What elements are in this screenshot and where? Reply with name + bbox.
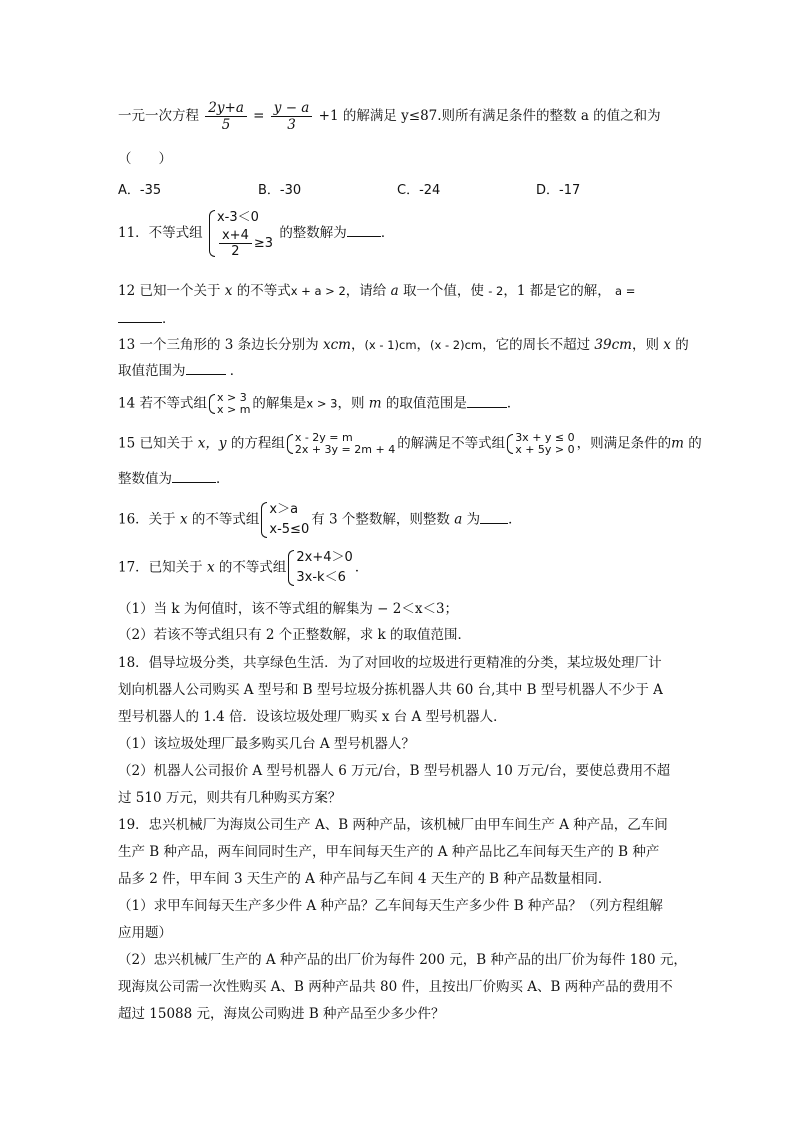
q17-part-1: （1）当 k 为何值时，该不等式组的解集为 − 2＜x＜3； (118, 601, 459, 617)
q17-var-x: x (206, 559, 215, 576)
q15-end2: ． (216, 471, 230, 487)
q12-answer-blank (118, 308, 162, 323)
question-12-line (118, 282, 635, 300)
q14-mid2: ，则 (337, 395, 365, 412)
q11-row-1: x-3＜0 (216, 210, 259, 225)
q19-line-3: 品多 2 件，甲车间 3 天生产的 A 种产品与乙车间 4 天生产的 B 种产品数量相同． (118, 871, 612, 887)
q18-part-2a: （2）机器人公司报价 A 型号机器人 6 万元/台，B 型号机器人 10 万元/台，要使总费用不超 (118, 763, 671, 779)
q13-end2: ． (229, 363, 244, 379)
q17-system (288, 548, 352, 588)
q15-prefix: 15 已知关于 (118, 435, 194, 452)
q16-var-x: x (179, 511, 188, 528)
q15-answer-blank (172, 482, 216, 483)
q10-fraction-2-denominator: 3 (287, 117, 296, 133)
q18-line-3: 型号机器人的 1.4 倍．设该垃圾处理厂购买 x 台 A 型号机器人． (118, 709, 507, 725)
q12-var-x: x (224, 283, 233, 299)
q13-var-x: x (663, 337, 671, 353)
q10-fraction-2-numerator: y − a (271, 100, 313, 117)
q17-row-1: 2x+4＞0 (296, 550, 353, 565)
q15-inequality-2: x + 5y > 0 (515, 443, 575, 456)
question-10-line (118, 100, 661, 133)
q16-row-2: x-5≤0 (269, 522, 310, 537)
q11-end: ． (380, 225, 395, 241)
q15-inequality-system (507, 432, 574, 456)
q13-mid2: ，则 (631, 337, 659, 353)
q14-mid3: 的取值范围是 (385, 395, 467, 412)
q16-system (261, 500, 309, 540)
question-11-line (118, 208, 394, 259)
q14-row-1: x > 3 (216, 391, 247, 404)
q15-line-2: 整数值为 (118, 471, 172, 487)
q11-fraction-numerator: x+4 (219, 228, 252, 244)
q16-mid: 的不等式组 (191, 511, 260, 528)
q13-side-1: xcm (322, 337, 351, 353)
q13-comma-2: ， (416, 337, 431, 353)
q14-row-2: x > m (216, 403, 251, 416)
q12-end: ． (162, 311, 176, 327)
q17-end: ． (354, 559, 369, 576)
q17-prefix: 17．已知关于 (118, 559, 203, 576)
q19-part-2b: 现海岚公司需一次性购买 A、B 两种产品共 80 件，且按出厂价购买 A、B 两种产品的费用不 (118, 979, 673, 995)
q18-part-2b: 过 510 万元，则共有几种购买方案？ (118, 790, 342, 806)
q19-part-2c: 超过 15088 元，海岚公司购进 B 种产品至少多少件？ (118, 1006, 445, 1022)
q19-part-1b: 应用题） (118, 925, 172, 941)
q15-mid: 的方程组 (230, 435, 285, 452)
q15-equation-1: x - 2y = m (294, 431, 353, 444)
q16-mid3: 为 (466, 511, 481, 528)
q15-mid3: ，则满足条件的 (576, 435, 672, 452)
q12-neg-two: - 2 (488, 284, 504, 298)
question-15-line (118, 432, 702, 456)
q16-row-1: x＞a (269, 502, 299, 517)
q11-prefix: 11．不等式组 (118, 225, 203, 241)
q10-fraction-1-numerator: 2y+a (205, 100, 247, 117)
q15-var-m: m (671, 435, 684, 452)
q16-var-a: a (454, 511, 463, 528)
q12-mid3: 取一个值，使 (402, 283, 484, 299)
q11-answer-blank (347, 236, 381, 237)
q10-fraction-1-denominator: 5 (221, 117, 231, 133)
q14-solution: x > 3 (306, 396, 338, 411)
q13-mid: ，它的周长不超过 (482, 337, 591, 353)
q12-prefix: 12 已知一个关于 (118, 283, 221, 299)
q18-part-1: （1）该垃圾处理厂最多购买几台 A 型号机器人？ (118, 736, 415, 752)
q17-mid: 的不等式组 (218, 559, 287, 576)
q19-part-1a: （1）求甲车间每天生产多少件 A 种产品？乙车间每天生产多少件 B 种产品？（列方程组解 (118, 898, 663, 914)
q15-mid2: 的解满足不等式组 (397, 435, 506, 452)
q10-fraction-1 (205, 100, 247, 133)
q15-vars: x，y (197, 435, 227, 452)
question-15-line-2 (118, 470, 230, 488)
q12-mid2: ，请给 (345, 283, 387, 299)
q11-row-2-suffix: ≥3 (253, 236, 274, 251)
q12-var-a: a (390, 283, 399, 299)
q10-equals: = (253, 108, 265, 124)
q10-option-a: A．-35 (118, 183, 162, 198)
q17-part-2: （2）若该不等式组只有 2 个正整数解，求 k 的取值范围． (118, 627, 472, 643)
question-13-line (118, 336, 689, 354)
q13-end1: 的 (675, 337, 689, 353)
q17-row-2: 3x-k＜6 (296, 570, 346, 585)
q19-part-2a: （2）忠兴机械厂生产的 A 种产品的出厂价为每件 200 元，B 种产品的出厂价为每件 180 元， (118, 952, 687, 968)
question-16-line (118, 500, 522, 540)
q11-fraction-denominator: 2 (231, 244, 240, 259)
question-17-line (118, 548, 368, 588)
question-13-line-2 (118, 362, 243, 380)
q12-a-equals: a = (615, 284, 636, 298)
q12-inequality: x + a > 2 (290, 284, 346, 298)
question-14-line (118, 392, 520, 416)
question-12-line-2 (118, 308, 176, 328)
q19-line-2: 生产 B 种产品，两车间同时生产，甲车间每天生产的 A 种产品比乙车间每天生产的 B 种产 (118, 844, 660, 860)
q18-line-1: 18．倡导垃圾分类，共享绿色生活．为了对回收的垃圾进行更精准的分类，某垃圾处理厂计 (118, 655, 662, 671)
q13-perimeter: 39cm (594, 337, 632, 353)
q19-line-1: 19．忠兴机械厂为海岚公司生产 A、B 两种产品，该机械厂由甲车间生产 A 种产品，乙车间 (118, 817, 668, 833)
q11-system (209, 208, 273, 259)
q16-prefix: 16．关于 (118, 511, 176, 528)
q12-mid4: ，1 都是它的解， (503, 283, 611, 299)
q10-option-d: D．-17 (536, 183, 581, 198)
q12-mid: 的不等式 (236, 283, 291, 299)
q13-side-2: (x - 1)cm (364, 338, 417, 352)
q10-answer-paren: （ ） (118, 151, 172, 167)
q15-inequality-1: 3x + y ≤ 0 (515, 431, 575, 444)
q16-end: ． (508, 511, 522, 528)
q15-end1: 的 (688, 435, 702, 452)
q14-end: ． (506, 395, 521, 412)
q14-system (209, 392, 250, 416)
q13-answer-blank (186, 374, 226, 375)
q16-mid2: 有 3 个整数解，则整数 (311, 511, 450, 528)
q16-answer-blank (480, 523, 508, 524)
q14-prefix: 14 若不等式组 (118, 395, 207, 412)
q18-line-2: 划向机器人公司购买 A 型号和 B 型号垃圾分拣机器人共 60 台,其中 B 型号机器人不少于 A (118, 682, 663, 698)
q13-line-2: 取值范围为 (118, 363, 186, 379)
q14-answer-blank (467, 407, 507, 408)
q15-equation-2: 2x + 3y = 2m + 4 (294, 443, 396, 456)
q15-equation-system (287, 432, 395, 456)
q10-option-b: B．-30 (258, 183, 302, 198)
q14-mid: 的解集是 (252, 395, 307, 412)
q13-side-3: (x - 2)cm (430, 338, 483, 352)
q13-prefix: 13 一个三角形的 3 条边长分别为 (118, 337, 319, 353)
q11-fraction (219, 228, 252, 259)
q10-option-c: C．-24 (397, 183, 441, 198)
q11-row-2 (217, 228, 273, 259)
q11-suffix: 的整数解为 (279, 225, 347, 241)
q10-fraction-2 (271, 100, 313, 133)
q10-prefix: 一元一次方程 (118, 108, 199, 124)
q14-var-m: m (368, 395, 382, 412)
q10-suffix: +1 的解满足 y≤87.则所有满足条件的整数 a 的值之和为 (318, 108, 661, 124)
q13-comma-1: ， (350, 337, 365, 353)
